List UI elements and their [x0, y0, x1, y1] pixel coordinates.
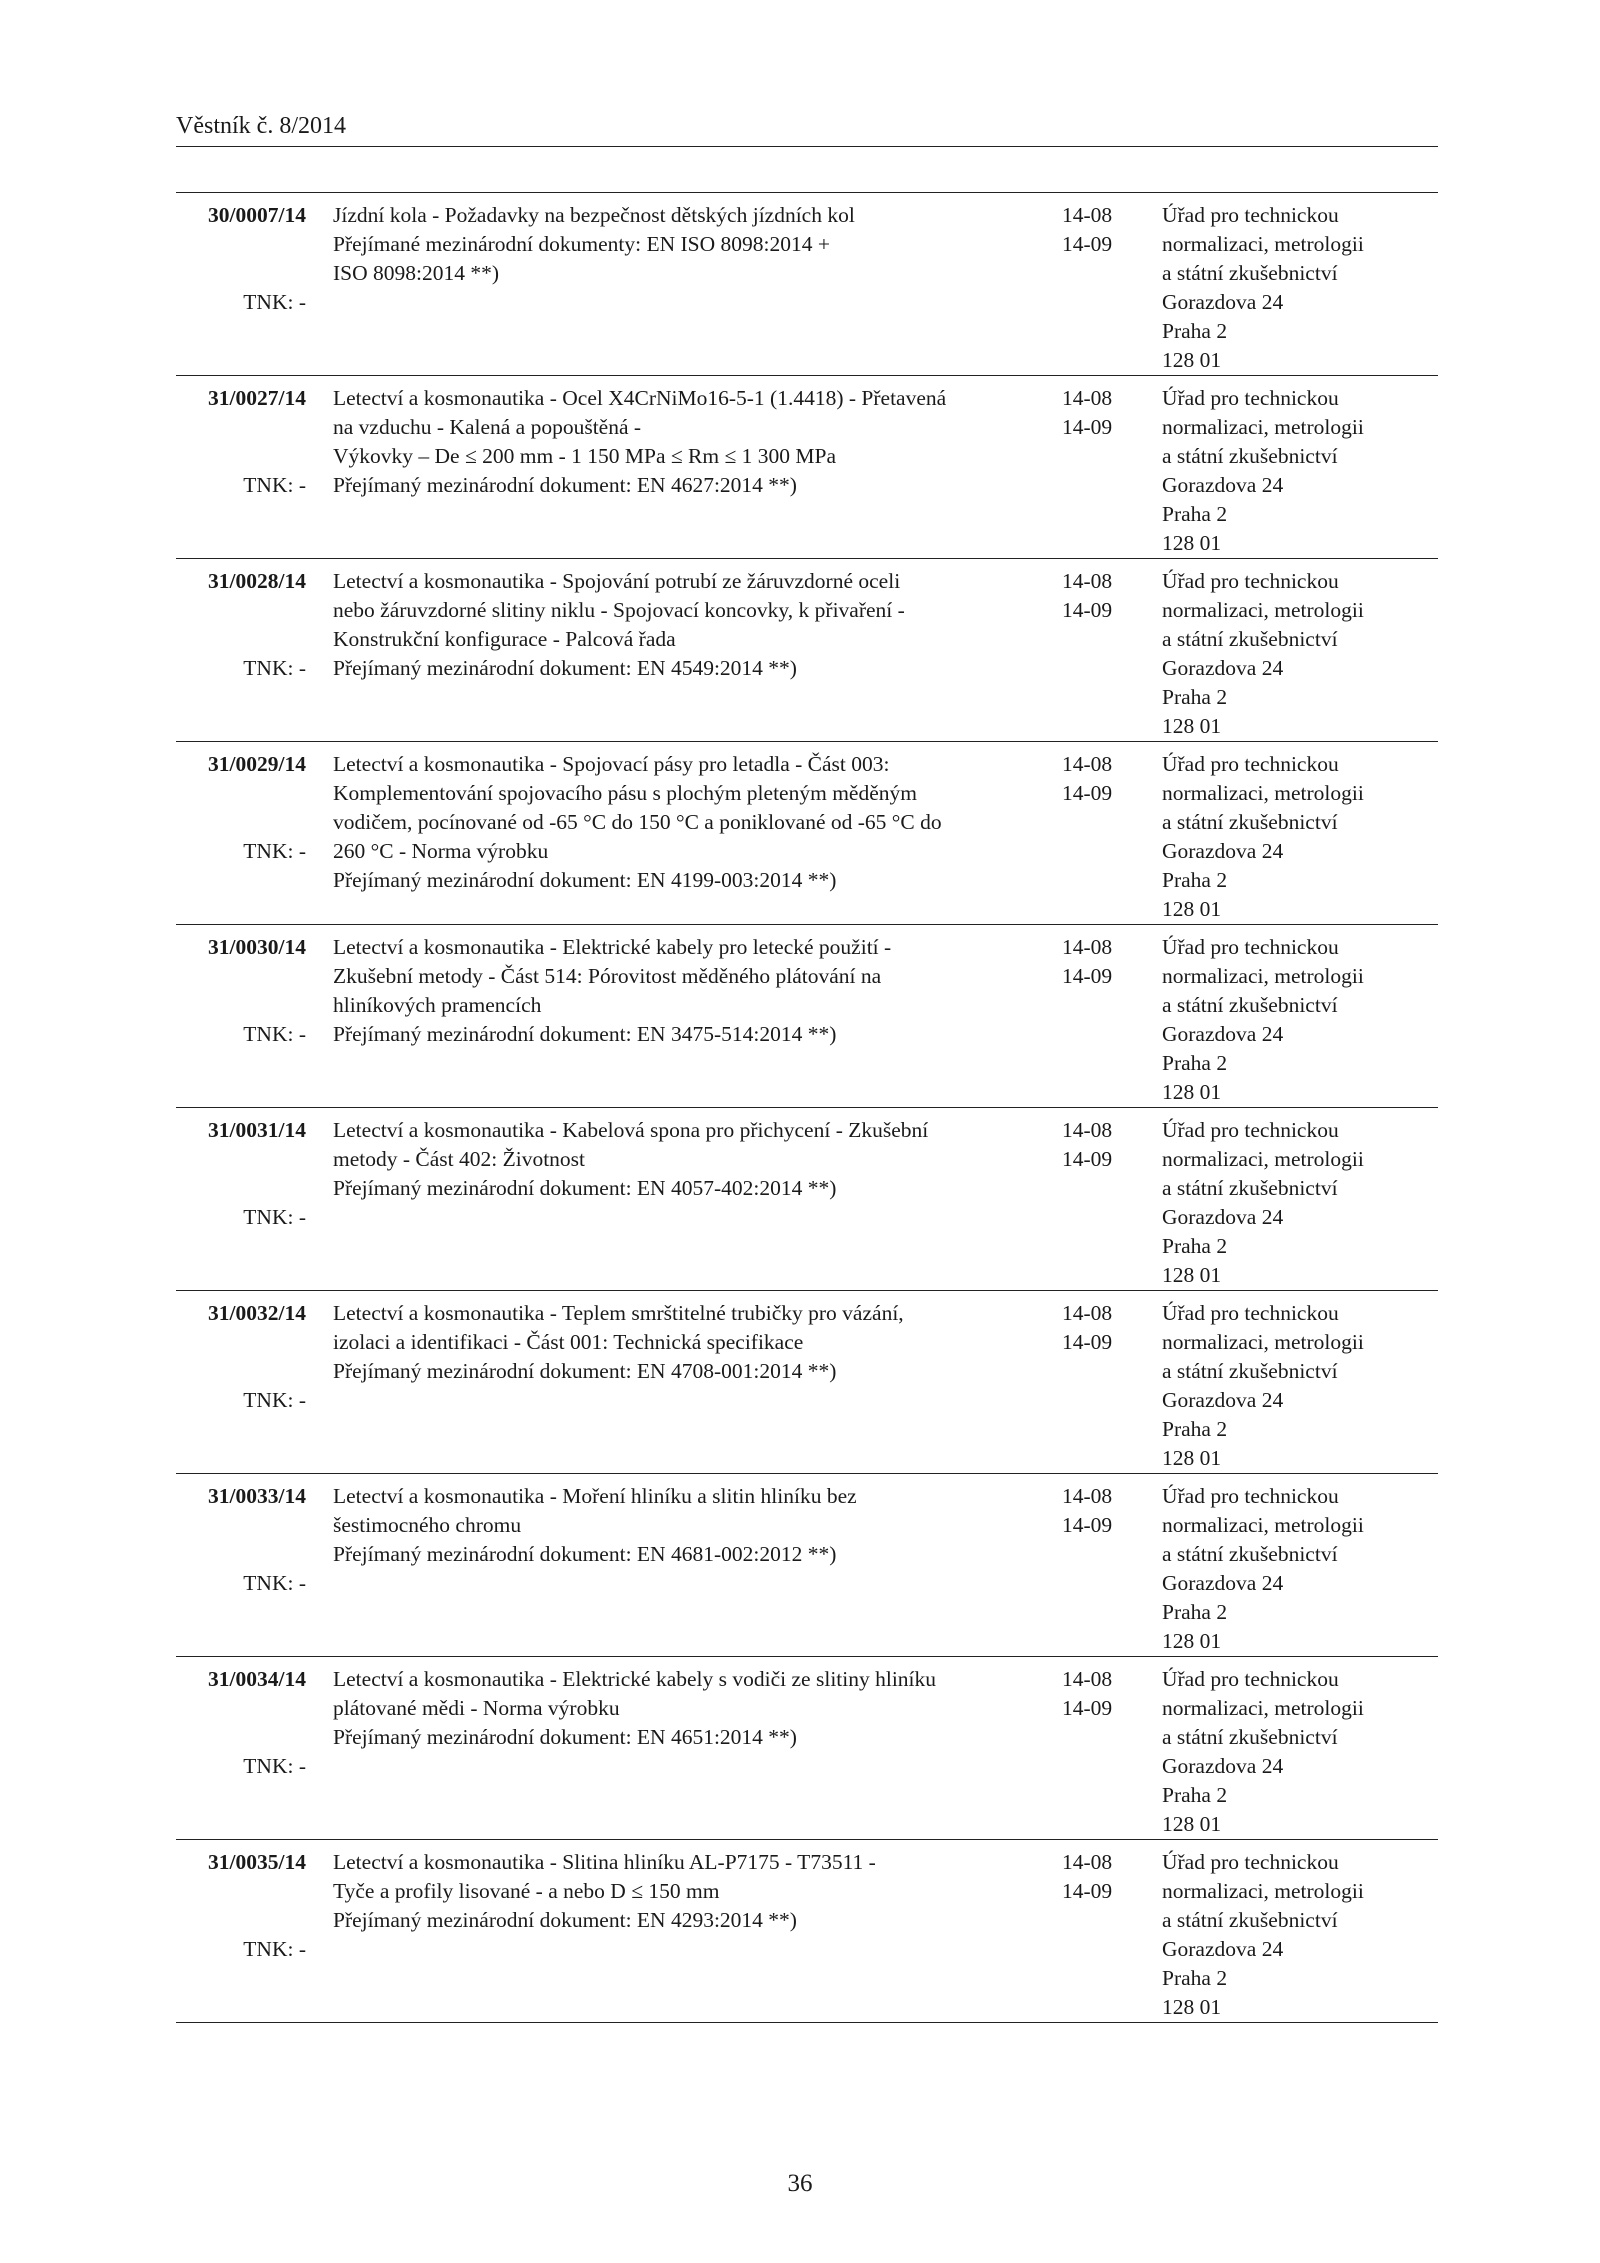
- codes-cell: [1062, 1848, 1142, 1906]
- office-address-line: 128 01: [1162, 1263, 1222, 1287]
- title-line: šestimocného chromu: [333, 1513, 522, 1537]
- office-address-line: Praha 2: [1162, 868, 1228, 892]
- title-line: 260 °C - Norma výrobku: [333, 839, 549, 863]
- code-value: 14-09: [1062, 1879, 1113, 1903]
- tnk-label: TNK: -: [243, 1937, 306, 1961]
- office-address-line: Praha 2: [1162, 1234, 1228, 1258]
- codes-cell: [1062, 1482, 1142, 1540]
- table-row: [176, 1108, 1438, 1291]
- standard-title-cell: [333, 384, 1063, 500]
- office-address-line: Praha 2: [1162, 502, 1228, 526]
- office-address-line: Gorazdova 24: [1162, 290, 1284, 314]
- office-address-line: Gorazdova 24: [1162, 839, 1284, 863]
- office-address-line: Gorazdova 24: [1162, 1205, 1284, 1229]
- office-address-line: normalizaci, metrologii: [1162, 1330, 1364, 1354]
- office-address-line: Praha 2: [1162, 685, 1228, 709]
- office-address-line: Praha 2: [1162, 319, 1228, 343]
- title-line: na vzduchu - Kalená a popouštěná -: [333, 415, 642, 439]
- title-line: Přejímaný mezinárodní dokument: EN 4293:2014 **): [333, 1908, 797, 1932]
- office-address-cell: [1162, 567, 1438, 741]
- office-address-line: a státní zkušebnictví: [1162, 810, 1338, 834]
- record-id-cell: [176, 1116, 306, 1232]
- tnk-label: TNK: -: [243, 1571, 306, 1595]
- codes-cell: [1062, 384, 1142, 442]
- record-number: 31/0028/14: [208, 569, 306, 593]
- office-address-line: 128 01: [1162, 897, 1222, 921]
- title-line: nebo žáruvzdorné slitiny niklu - Spojovací koncovky, k přivaření -: [333, 598, 905, 622]
- office-address-cell: [1162, 1665, 1438, 1839]
- standard-title-cell: [333, 1848, 1063, 1935]
- record-number: 30/0007/14: [208, 203, 306, 227]
- standard-title-cell: [333, 933, 1063, 1049]
- title-line: Komplementování spojovacího pásu s plochým pleteným měděným: [333, 781, 917, 805]
- office-address-line: a státní zkušebnictví: [1162, 1725, 1338, 1749]
- code-value: 14-08: [1062, 1118, 1113, 1142]
- office-address-line: 128 01: [1162, 1812, 1222, 1836]
- office-address-line: 128 01: [1162, 714, 1222, 738]
- standard-title-cell: [333, 1299, 1063, 1386]
- code-value: 14-09: [1062, 232, 1113, 256]
- table-row: [176, 376, 1438, 559]
- record-number: 31/0035/14: [208, 1850, 306, 1874]
- table-row: [176, 1291, 1438, 1474]
- office-address-cell: [1162, 1848, 1438, 2022]
- office-address-line: Úřad pro technickou: [1162, 1484, 1339, 1508]
- office-address-line: normalizaci, metrologii: [1162, 232, 1364, 256]
- code-value: 14-08: [1062, 569, 1113, 593]
- title-line: Přejímaný mezinárodní dokument: EN 4057-402:2014 **): [333, 1176, 837, 1200]
- office-address-cell: [1162, 750, 1438, 924]
- office-address-line: Úřad pro technickou: [1162, 752, 1339, 776]
- tnk-label: TNK: -: [243, 1205, 306, 1229]
- office-address-line: normalizaci, metrologii: [1162, 1513, 1364, 1537]
- table-row: [176, 742, 1438, 925]
- code-value: 14-09: [1062, 1330, 1113, 1354]
- office-address-line: 128 01: [1162, 531, 1222, 555]
- tnk-label: TNK: -: [243, 1022, 306, 1046]
- office-address-cell: [1162, 201, 1438, 375]
- record-number: 31/0031/14: [208, 1118, 306, 1142]
- record-number: 31/0033/14: [208, 1484, 306, 1508]
- office-address-line: a státní zkušebnictví: [1162, 993, 1338, 1017]
- title-line: Letectví a kosmonautika - Slitina hliníku AL-P7175 - T73511 -: [333, 1850, 876, 1874]
- title-line: Letectví a kosmonautika - Kabelová spona pro přichycení - Zkušební: [333, 1118, 929, 1142]
- standard-title-cell: [333, 1665, 1063, 1752]
- code-value: 14-09: [1062, 1696, 1113, 1720]
- title-line: ISO 8098:2014 **): [333, 261, 500, 285]
- office-address-line: normalizaci, metrologii: [1162, 598, 1364, 622]
- record-number: 31/0034/14: [208, 1667, 306, 1691]
- office-address-line: Gorazdova 24: [1162, 473, 1284, 497]
- code-value: 14-09: [1062, 964, 1113, 988]
- office-address-cell: [1162, 1482, 1438, 1656]
- record-number: 31/0030/14: [208, 935, 306, 959]
- record-id-cell: [176, 1482, 306, 1598]
- codes-cell: [1062, 1665, 1142, 1723]
- code-value: 14-09: [1062, 598, 1113, 622]
- header-divider: [176, 146, 1438, 147]
- title-line: plátované mědi - Norma výrobku: [333, 1696, 620, 1720]
- office-address-line: Gorazdova 24: [1162, 1022, 1284, 1046]
- record-id-cell: [176, 201, 306, 317]
- office-address-line: Úřad pro technickou: [1162, 569, 1339, 593]
- title-line: Přejímaný mezinárodní dokument: EN 4627:2014 **): [333, 473, 797, 497]
- title-line: Letectví a kosmonautika - Elektrické kabely s vodiči ze slitiny hliníku: [333, 1667, 937, 1691]
- standard-title-cell: [333, 567, 1063, 683]
- title-line: Letectví a kosmonautika - Teplem smrštitelné trubičky pro vázání,: [333, 1301, 904, 1325]
- codes-cell: [1062, 933, 1142, 991]
- office-address-line: Gorazdova 24: [1162, 656, 1284, 680]
- code-value: 14-08: [1062, 752, 1113, 776]
- office-address-line: normalizaci, metrologii: [1162, 415, 1364, 439]
- table-row: [176, 1840, 1438, 2023]
- standard-title-cell: [333, 201, 1063, 288]
- office-address-line: Gorazdova 24: [1162, 1571, 1284, 1595]
- code-value: 14-09: [1062, 1513, 1113, 1537]
- office-address-line: normalizaci, metrologii: [1162, 1879, 1364, 1903]
- office-address-line: normalizaci, metrologii: [1162, 1147, 1364, 1171]
- standards-table: [176, 192, 1438, 2023]
- code-value: 14-08: [1062, 203, 1113, 227]
- page-number: 36: [787, 2170, 813, 2197]
- title-line: izolaci a identifikaci - Část 001: Technická specifikace: [333, 1330, 804, 1354]
- record-id-cell: [176, 384, 306, 500]
- office-address-line: a státní zkušebnictví: [1162, 1542, 1338, 1566]
- code-value: 14-08: [1062, 1850, 1113, 1874]
- office-address-line: a státní zkušebnictví: [1162, 1359, 1338, 1383]
- codes-cell: [1062, 567, 1142, 625]
- office-address-line: Praha 2: [1162, 1783, 1228, 1807]
- title-line: Konstrukční konfigurace - Palcová řada: [333, 627, 676, 651]
- standard-title-cell: [333, 1482, 1063, 1569]
- table-row: [176, 1657, 1438, 1840]
- code-value: 14-08: [1062, 1667, 1113, 1691]
- office-address-cell: [1162, 384, 1438, 558]
- office-address-line: Úřad pro technickou: [1162, 1301, 1339, 1325]
- office-address-line: a státní zkušebnictví: [1162, 1176, 1338, 1200]
- office-address-line: Úřad pro technickou: [1162, 203, 1339, 227]
- office-address-line: Úřad pro technickou: [1162, 386, 1339, 410]
- title-line: Přejímaný mezinárodní dokument: EN 4651:2014 **): [333, 1725, 797, 1749]
- office-address-line: 128 01: [1162, 1995, 1222, 2019]
- office-address-line: normalizaci, metrologii: [1162, 781, 1364, 805]
- office-address-line: Praha 2: [1162, 1966, 1228, 1990]
- title-line: Letectví a kosmonautika - Spojování potrubí ze žáruvzdorné oceli: [333, 569, 901, 593]
- code-value: 14-08: [1062, 386, 1113, 410]
- title-line: Přejímaný mezinárodní dokument: EN 4681-002:2012 **): [333, 1542, 837, 1566]
- office-address-line: 128 01: [1162, 1629, 1222, 1653]
- record-id-cell: [176, 567, 306, 683]
- office-address-cell: [1162, 1116, 1438, 1290]
- title-line: vodičem, pocínované od -65 °C do 150 °C a poniklované od -65 °C do: [333, 810, 942, 834]
- record-id-cell: [176, 1848, 306, 1964]
- record-number: 31/0032/14: [208, 1301, 306, 1325]
- title-line: Výkovky – De ≤ 200 mm - 1 150 MPa ≤ Rm ≤ 1 300 MPa: [333, 444, 837, 468]
- title-line: Přejímaný mezinárodní dokument: EN 4708-001:2014 **): [333, 1359, 837, 1383]
- office-address-line: Úřad pro technickou: [1162, 1667, 1339, 1691]
- table-row: [176, 559, 1438, 742]
- title-line: Přejímané mezinárodní dokumenty: EN ISO 8098:2014 +: [333, 232, 830, 256]
- table-row: [176, 1474, 1438, 1657]
- title-line: Přejímaný mezinárodní dokument: EN 4549:2014 **): [333, 656, 797, 680]
- title-line: hliníkových pramencích: [333, 993, 542, 1017]
- record-id-cell: [176, 750, 306, 866]
- record-number: 31/0027/14: [208, 386, 306, 410]
- code-value: 14-08: [1062, 1484, 1113, 1508]
- office-address-line: a státní zkušebnictví: [1162, 444, 1338, 468]
- table-row: [176, 193, 1438, 376]
- standard-title-cell: [333, 750, 1063, 895]
- code-value: 14-09: [1062, 781, 1113, 805]
- record-id-cell: [176, 1299, 306, 1415]
- tnk-label: TNK: -: [243, 290, 306, 314]
- record-number: 31/0029/14: [208, 752, 306, 776]
- record-id-cell: [176, 933, 306, 1049]
- title-line: Tyče a profily lisované - a nebo D ≤ 150 mm: [333, 1879, 720, 1903]
- office-address-line: 128 01: [1162, 348, 1222, 372]
- office-address-line: Úřad pro technickou: [1162, 935, 1339, 959]
- title-line: Letectví a kosmonautika - Spojovací pásy pro letadla - Část 003:: [333, 752, 890, 776]
- office-address-line: normalizaci, metrologii: [1162, 1696, 1364, 1720]
- office-address-line: Praha 2: [1162, 1417, 1228, 1441]
- table-row: [176, 925, 1438, 1108]
- office-address-line: Gorazdova 24: [1162, 1388, 1284, 1412]
- title-line: Letectví a kosmonautika - Ocel X4CrNiMo16-5-1 (1.4418) - Přetavená: [333, 386, 947, 410]
- office-address-line: 128 01: [1162, 1080, 1222, 1104]
- title-line: Přejímaný mezinárodní dokument: EN 4199-003:2014 **): [333, 868, 837, 892]
- standard-title-cell: [333, 1116, 1063, 1203]
- code-value: 14-08: [1062, 1301, 1113, 1325]
- title-line: Přejímaný mezinárodní dokument: EN 3475-514:2014 **): [333, 1022, 837, 1046]
- title-line: Letectví a kosmonautika - Moření hliníku a slitin hliníku bez: [333, 1484, 857, 1508]
- tnk-label: TNK: -: [243, 1388, 306, 1412]
- code-value: 14-09: [1062, 1147, 1113, 1171]
- office-address-line: a státní zkušebnictví: [1162, 261, 1338, 285]
- office-address-line: Úřad pro technickou: [1162, 1850, 1339, 1874]
- office-address-cell: [1162, 1299, 1438, 1473]
- code-value: 14-08: [1062, 935, 1113, 959]
- codes-cell: [1062, 1299, 1142, 1357]
- journal-header: Věstník č. 8/2014: [176, 113, 346, 139]
- office-address-line: Úřad pro technickou: [1162, 1118, 1339, 1142]
- code-value: 14-09: [1062, 415, 1113, 439]
- tnk-label: TNK: -: [243, 656, 306, 680]
- title-line: Jízdní kola - Požadavky na bezpečnost dětských jízdních kol: [333, 203, 855, 227]
- office-address-line: normalizaci, metrologii: [1162, 964, 1364, 988]
- title-line: Letectví a kosmonautika - Elektrické kabely pro letecké použití -: [333, 935, 892, 959]
- office-address-line: 128 01: [1162, 1446, 1222, 1470]
- office-address-line: Gorazdova 24: [1162, 1937, 1284, 1961]
- office-address-line: Gorazdova 24: [1162, 1754, 1284, 1778]
- tnk-label: TNK: -: [243, 1754, 306, 1778]
- tnk-label: TNK: -: [243, 473, 306, 497]
- tnk-label: TNK: -: [243, 839, 306, 863]
- record-id-cell: [176, 1665, 306, 1781]
- title-line: metody - Část 402: Životnost: [333, 1147, 586, 1171]
- office-address-line: Praha 2: [1162, 1600, 1228, 1624]
- office-address-line: a státní zkušebnictví: [1162, 627, 1338, 651]
- office-address-line: Praha 2: [1162, 1051, 1228, 1075]
- codes-cell: [1062, 201, 1142, 259]
- office-address-cell: [1162, 933, 1438, 1107]
- codes-cell: [1062, 1116, 1142, 1174]
- title-line: Zkušební metody - Část 514: Pórovitost měděného plátování na: [333, 964, 882, 988]
- codes-cell: [1062, 750, 1142, 808]
- office-address-line: a státní zkušebnictví: [1162, 1908, 1338, 1932]
